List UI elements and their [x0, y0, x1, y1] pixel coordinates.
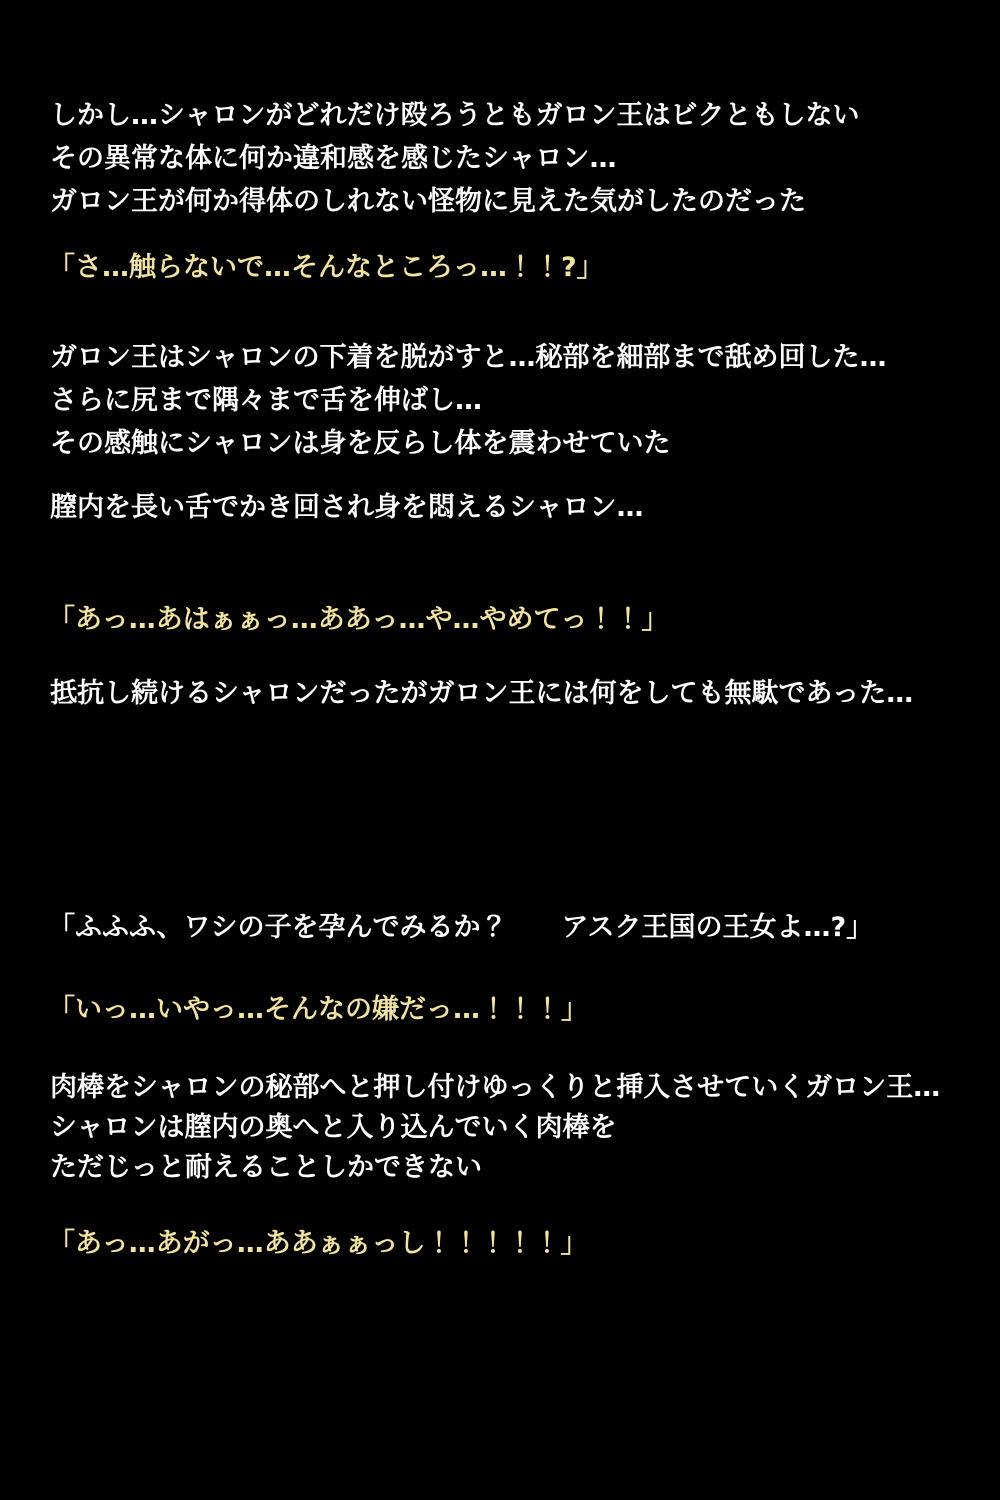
narration-line: その異常な体に何か違和感を感じたシャロン… [50, 143, 617, 174]
dialogue-line: 「あっ…あはぁぁっ…ああっ…や…やめてっ！！」 [48, 604, 669, 635]
narration-line: その感触にシャロンは身を反らし体を震わせていた [50, 428, 671, 459]
narration-line: ガロン王はシャロンの下着を脱がすと…秘部を細部まで舐め回した… [50, 342, 887, 373]
narration-line: しかし…シャロンがどれだけ殴ろうともガロン王はビクともしない [50, 100, 860, 131]
narration-line: ガロン王が何か得体のしれない怪物に見えた気がしたのだった [50, 186, 806, 217]
narration-line: 抵抗し続けるシャロンだったがガロン王には何をしても無駄であった… [50, 678, 914, 709]
narration-line: 膣内を長い舌でかき回され身を悶えるシャロン… [50, 492, 644, 523]
narration-line: 肉棒をシャロンの秘部へと押し付けゆっくりと挿入させていくガロン王… [50, 1072, 941, 1103]
narration-line: さらに尻まで隅々まで舌を伸ばし… [50, 385, 482, 416]
dialogue-line: 「さ…触らないで…そんなところっ…！！?」 [48, 252, 604, 283]
dialogue-line: 「いっ…いやっ…そんなの嫌だっ…！！！」 [48, 994, 588, 1025]
dialogue-line-white: 「ふふふ、ワシの子を孕んでみるか？ アスク王国の王女よ…?」 [48, 912, 874, 943]
narration-line: ただじっと耐えることしかできない [50, 1152, 482, 1183]
dialogue-line: 「あっ…あがっ…ああぁぁっし！！！！！」 [48, 1228, 588, 1259]
narration-line: シャロンは膣内の奥へと入り込んでいく肉棒を [50, 1112, 617, 1143]
